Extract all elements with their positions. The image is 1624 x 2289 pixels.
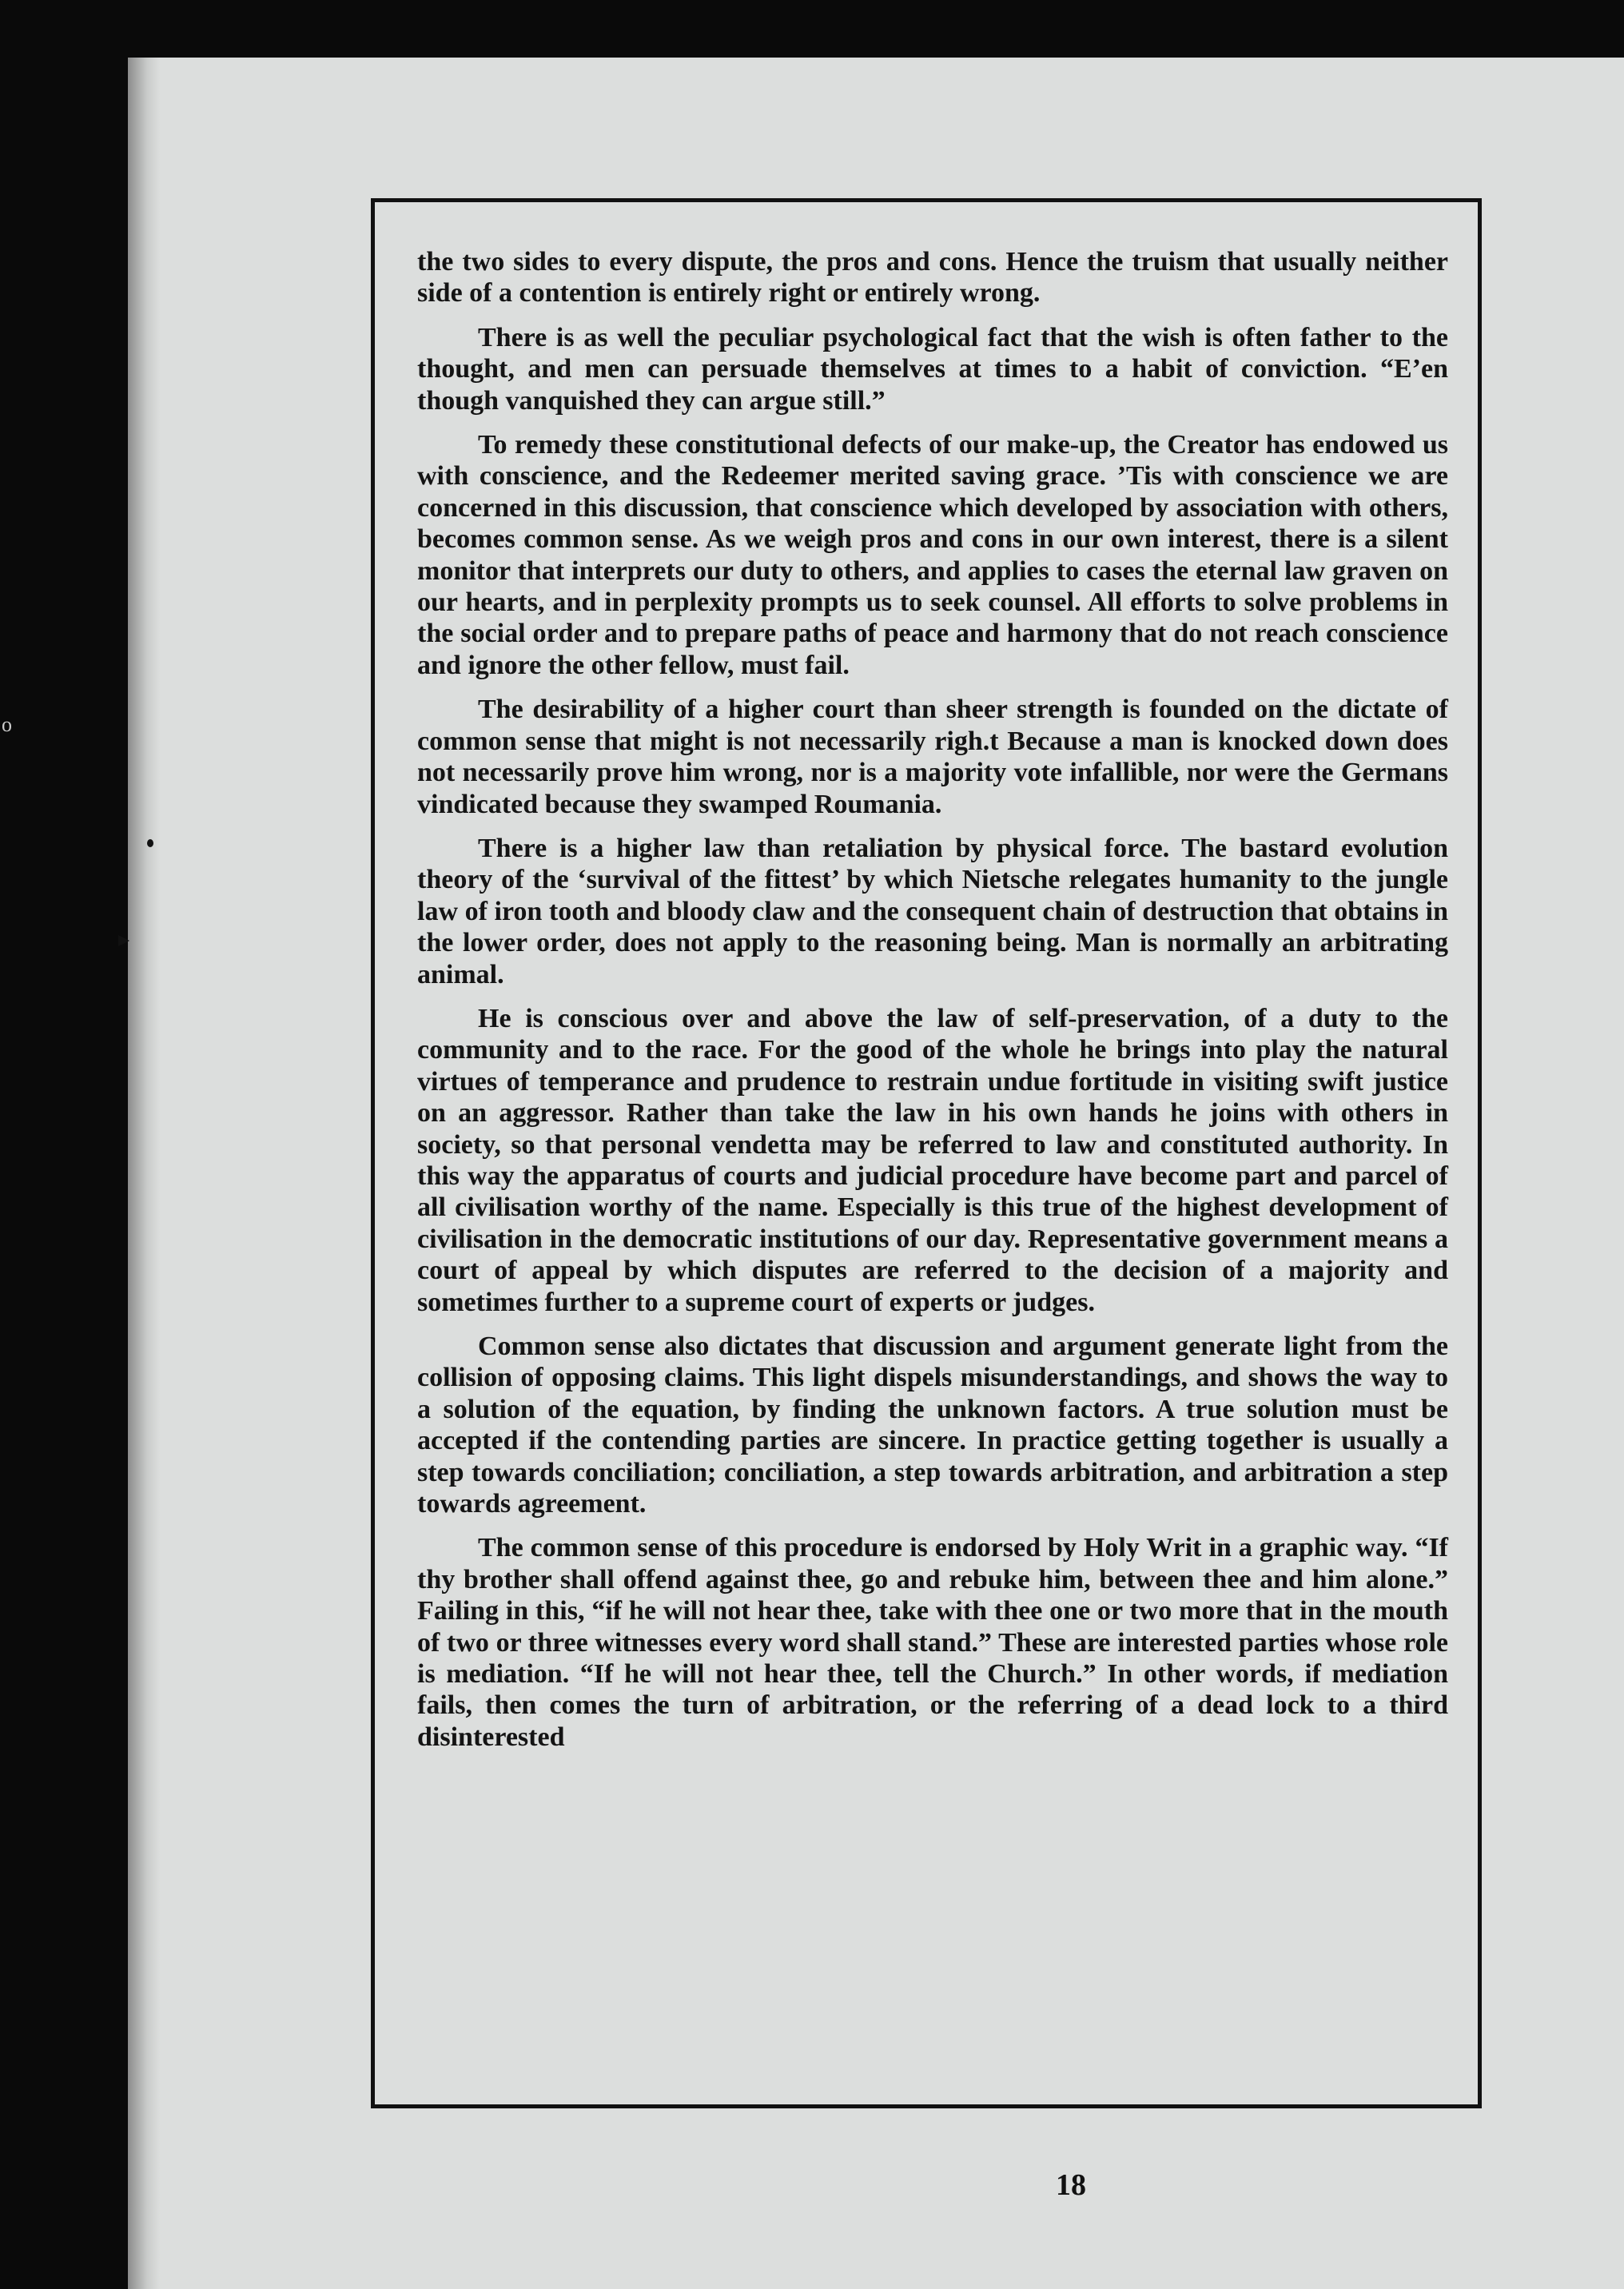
paragraph-1: the two sides to every dispute, the pros and cons. Hence the truism that usually neither side of a contention is entirely right or entirely wrong. — [417, 247, 1448, 309]
margin-arrow — [118, 935, 129, 946]
paragraph-4: The desirability of a higher court than sheer strength is founded on the dictate of common sense that might is not necessarily righ.t Because a man is knocked down does not necessarily prove him wrong, nor is a majority vote infallible, nor were the Germans vindicated because they swamped Roumania. — [417, 695, 1448, 819]
page-number: 18 — [1056, 2168, 1086, 2202]
paragraph-6: He is conscious over and above the law of self-preservation, of a duty to the community and to the race. For the good of the whole he brings into play the natural virtues of temperance and prudence to restrain undue fortitude in visiting swift justice on an aggressor. Rather than take the law in his own hands he joins with others in society, so that personal vendetta may be referred to law and constituted authority. In this way the apparatus of courts and judicial procedure have become part and parcel of all civilisation worthy of the name. Especially is this true of the highest development of civilisation in the democratic institutions of our day. Representative government means a court of appeal by which disputes are referred to the decision of a majority and sometimes further to a supreme court of experts or judges. — [417, 1003, 1448, 1317]
paragraph-2: There is as well the peculiar psychological fact that the wish is often father to the thought, and men can persuade themselves at times to a habit of conviction. “E’en though vanquished they can argue still.” — [417, 322, 1448, 416]
body-text — [417, 246, 1448, 1766]
paragraph-8: The common sense of this procedure is endorsed by Holy Writ in a graphic way. “If thy brother shall offend against thee, go and rebuke him, between thee and him alone.” Failing in this, “if he will not hear thee, take with thee one or two more that in the mouth of two or three witnesses every word shall stand.” These are interested parties whose role is mediation. “If he will not hear thee, tell the Church.” In other words, if mediation fails, then comes the turn of arbitration, or the referring of a dead lock to a third disinterested — [417, 1533, 1448, 1752]
paragraph-5: There is a higher law than retaliation by physical force. The bastard evolution theory of the ‘survival of the fittest’ by which Nietsche relegates humanity to the jungle law of iron tooth and bloody claw and the consequent chain of destruction that obtains in the lower order, does not apply to the reasoning being. Man is normally an arbitrating animal. — [417, 833, 1448, 989]
margin-mark: o — [2, 713, 12, 736]
page-gutter-shadow — [128, 58, 160, 2289]
paragraph-7: Common sense also dictates that discussion and argument generate light from the collision of opposing claims. This light dispels misunderstandings, and shows the way to a solution of the equation, by finding the unknown factors. A true solution must be accepted if the contending parties are sincere. In practice getting together is usually a step towards conciliation; conciliation, a step towards arbitration, and arbitration a step towards agreement. — [417, 1332, 1448, 1519]
paragraph-3: To remedy these constitutional defects of our make-up, the Creator has endowed us with conscience, and the Redeemer merited saving grace. ’Tis with conscience we are concerned in this discussion, that conscience which developed by association with others, becomes common sense. As we weigh pros and cons in our own interest, there is a silent monitor that interprets our duty to others, and applies to cases the eternal law graven on our hearts, and in perplexity prompts us to seek counsel. All efforts to solve problems in the social order and to prepare paths of peace and harmony that do not reach conscience and ignore the other fellow, must fail. — [417, 430, 1448, 680]
scanned-page — [2, 58, 1624, 2289]
margin-dot — [147, 839, 153, 847]
